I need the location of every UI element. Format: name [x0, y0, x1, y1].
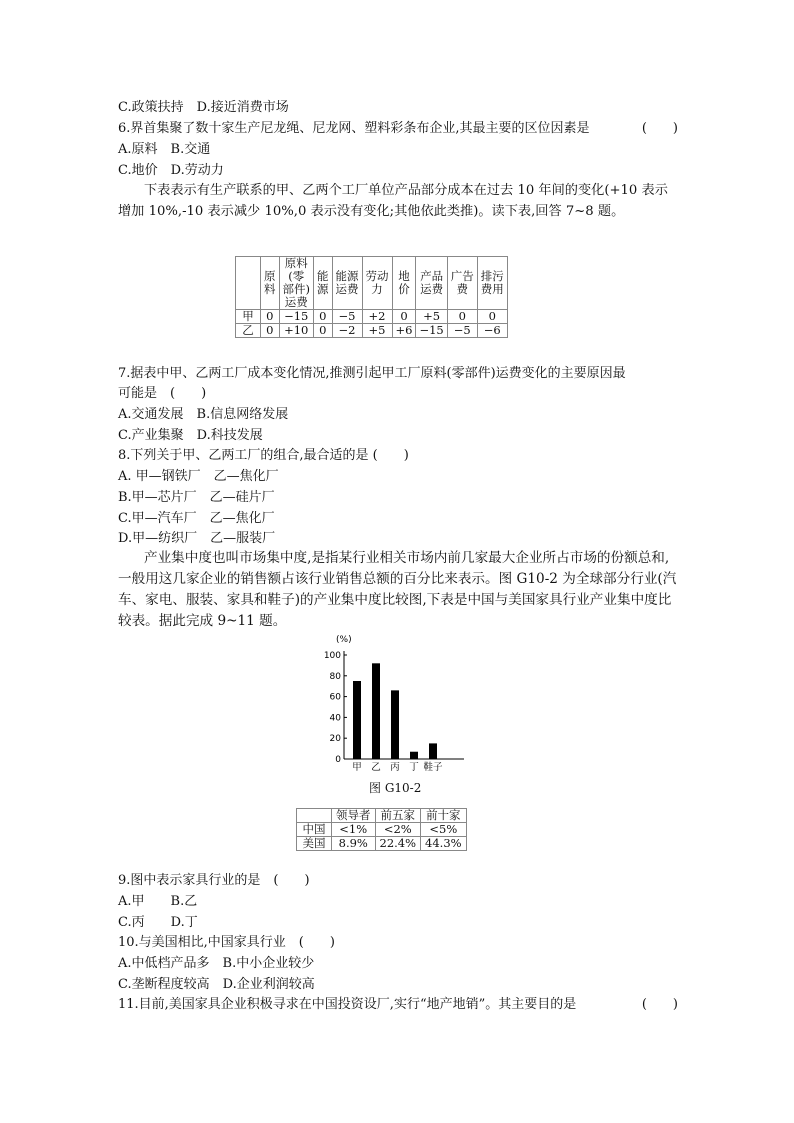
table1-header-2: 能 源 — [314, 257, 333, 310]
table1-cell: +6 — [392, 324, 416, 338]
bar-3 — [410, 752, 418, 759]
intro-9-11-text: 产业集中度也叫市场集中度,是指某行业相关市场内前几家最大企业所占市场的份额总和,一般用这几家企业的销售额占该行业销售总额的百分比来表示。图 G10-2 为全球部分行业(汽车、家电、服装、家具和鞋子)的产业集中度比较图,下表是中国与美国家具行业产业集中度比较表。据此完成 9~11 题。 — [118, 550, 677, 629]
x-tick-label: 丙 — [390, 762, 400, 773]
x-tick-label: 乙 — [371, 762, 381, 773]
bar-0 — [353, 681, 361, 759]
table2-header-1: 前五家 — [375, 809, 421, 823]
q6-options-cd: C.地价 D.劳动力 — [118, 163, 224, 178]
question-8: 8.下列关于甲、乙两工厂的组合,最合适的是 ( ) — [118, 448, 409, 463]
table1-header-1: 原料 (零 部件) 运费 — [279, 257, 314, 310]
table1-cell: +2 — [362, 310, 392, 324]
q10-options-cd: C.垄断程度较高 D.企业利润较高 — [118, 977, 315, 992]
q10-options-ab: A.中低档产品多 B.中小企业较少 — [118, 956, 315, 971]
table1-cell: 0 — [392, 310, 416, 324]
table2-cell: 22.4% — [375, 837, 421, 851]
table2-row-label: 美国 — [297, 837, 332, 851]
table2-cell: <2% — [375, 823, 421, 837]
table1-cell: −5 — [332, 310, 362, 324]
answer-bracket: ( ) — [641, 121, 678, 136]
table2-row — [297, 823, 467, 837]
q8-option-a: A. 甲—钢铁厂 乙—焦化厂 — [118, 469, 279, 484]
table2-header-2: 前十家 — [421, 809, 467, 823]
question-6 — [118, 121, 678, 137]
table1-header-4: 劳动 力 — [362, 257, 392, 310]
y-tick-label: 40 — [329, 713, 341, 724]
table1-cell: +5 — [416, 310, 447, 324]
table1-header-3: 能源 运费 — [332, 257, 362, 310]
y-tick-label: 80 — [329, 671, 341, 682]
x-tick-label: 丁 — [409, 762, 419, 773]
table1-row — [236, 310, 508, 324]
table1-cell: +10 — [279, 324, 314, 338]
y-tick-label: 0 — [335, 755, 341, 765]
table2-row-label: 中国 — [297, 823, 332, 837]
table2-header-0: 领导者 — [332, 809, 376, 823]
table1-cell: −15 — [279, 310, 314, 324]
table1-header-row — [236, 257, 508, 310]
q8-option-c: C.甲—汽车厂 乙—焦化厂 — [118, 511, 275, 526]
y-tick-label: 60 — [329, 692, 341, 703]
chart-caption: 图 G10-2 — [369, 781, 422, 795]
table1-header-7: 广告 费 — [447, 257, 477, 310]
table1-cell: +5 — [362, 324, 392, 338]
x-tick-label: 甲 — [352, 762, 362, 773]
table2-cell: 44.3% — [421, 837, 467, 851]
table2-row — [297, 837, 467, 851]
q8-option-b: B.甲—芯片厂 乙—硅片厂 — [118, 490, 275, 505]
table2-header-row — [297, 809, 467, 823]
table1-cell: 0 — [477, 310, 507, 324]
table1-cell: 0 — [447, 310, 477, 324]
table1-header-6: 产品 运费 — [416, 257, 447, 310]
table1-cell: 0 — [261, 310, 280, 324]
table2-cell: <5% — [421, 823, 467, 837]
q9-options-cd: C.丙 D.丁 — [118, 915, 198, 930]
q7-options-cd: C.产业集聚 D.科技发展 — [118, 428, 263, 443]
intro-paragraph-9-11 — [118, 548, 678, 632]
intro-7-8-text: 下表表示有生产联系的甲、乙两个工厂单位产品部分成本在过去 10 年间的变化(+10 表示增加 10%,-10 表示减少 10%,0 表示没有变化;其他依此类推)。读下表,回答 7~8 题。 — [118, 183, 668, 219]
question-7-line2: 可能是 ( ) — [118, 386, 207, 401]
table1-cell: −6 — [477, 324, 507, 338]
question-11-text: 11.目前,美国家具企业积极寻求在中国投资设厂,实行“地产地销”。其主要目的是 — [118, 997, 577, 1012]
question-9: 9.图中表示家具行业的是 ( ) — [118, 873, 310, 888]
bar-4 — [429, 743, 437, 759]
table1-header-0: 原 料 — [261, 257, 280, 310]
table1-cell: −5 — [447, 324, 477, 338]
y-axis-label: (%) — [336, 635, 352, 645]
question-10: 10.与美国相比,中国家具行业 ( ) — [118, 935, 335, 950]
bar-1 — [372, 663, 380, 759]
table2-cell: 8.9% — [332, 837, 376, 851]
question-6-text: 6.界首集聚了数十家生产尼龙绳、尼龙网、塑料彩条布企业,其最主要的区位因素是 — [118, 121, 590, 136]
table1-cell: 0 — [314, 324, 333, 338]
answer-bracket-11: ( ) — [641, 997, 678, 1012]
table2-cell: <1% — [332, 823, 376, 837]
table1-cell: 0 — [314, 310, 333, 324]
q6-options-ab: A.原料 B.交通 — [118, 142, 211, 157]
table1-corner — [236, 257, 261, 310]
intro-paragraph-7-8 — [118, 180, 678, 222]
table1-cell: −15 — [416, 324, 447, 338]
q8-option-d: D.甲—纺织厂 乙—服装厂 — [118, 531, 276, 546]
table2-corner — [297, 809, 332, 823]
industry-concentration-chart — [318, 632, 478, 777]
table1-row-label: 甲 — [236, 310, 261, 324]
table1-header-5: 地 价 — [392, 257, 416, 310]
y-tick-label: 20 — [329, 734, 341, 745]
table1-cell: −2 — [332, 324, 362, 338]
question-7-line1: 7.据表中甲、乙两工厂成本变化情况,推测引起甲工厂原料(零部件)运费变化的主要原因最 — [118, 366, 626, 381]
x-tick-label: 鞋子 — [423, 762, 443, 773]
q5-options-cd: C.政策扶持 D.接近消费市场 — [118, 100, 289, 115]
table1-row — [236, 324, 508, 338]
table1-cell: 0 — [261, 324, 280, 338]
bar-2 — [391, 690, 399, 759]
table1-header-8: 排污 费用 — [477, 257, 507, 310]
q9-options-ab: A.甲 B.乙 — [118, 894, 198, 909]
q7-options-ab: A.交通发展 B.信息网络发展 — [118, 407, 289, 422]
furniture-concentration-table — [296, 808, 467, 851]
cost-change-table — [235, 256, 508, 338]
question-11 — [118, 997, 678, 1013]
table1-row-label: 乙 — [236, 324, 261, 338]
y-tick-label: 100 — [323, 651, 341, 661]
